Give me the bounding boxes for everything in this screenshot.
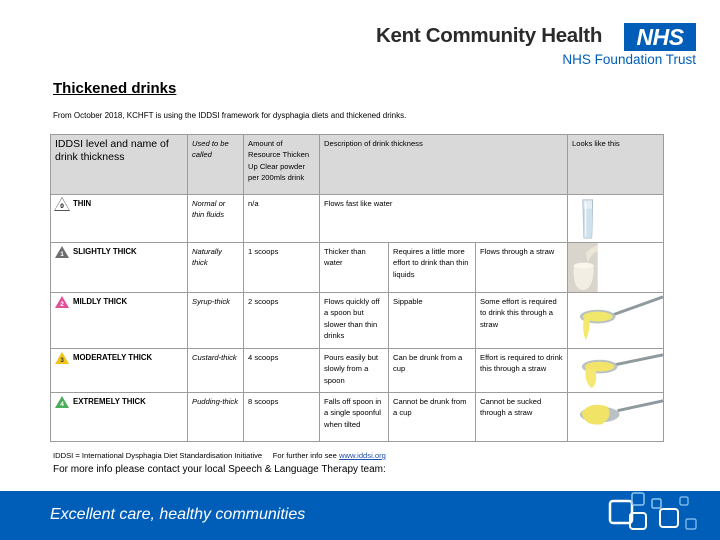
iddsi-definition: IDDSI = International Dysphagia Diet Standardisation Initiative <box>53 451 263 460</box>
amount-cell: 8 scoops <box>244 393 320 442</box>
used-cell: Syrup-thick <box>188 293 244 349</box>
header-looks: Looks like this <box>568 135 664 195</box>
contact-note: For more info please contact your local Speech & Language Therapy team: <box>53 464 386 475</box>
level-cell <box>51 393 188 442</box>
level-name: EXTREMELY THICK <box>73 397 146 407</box>
desc-cell: Falls off spoon in a single spoonful when tilted <box>320 393 389 442</box>
level-4-icon: 4 <box>55 396 69 408</box>
used-cell: Normal or thin fluids <box>188 195 244 243</box>
thickness-table <box>50 134 664 442</box>
desc-cell: Cannot be sucked through a straw <box>476 393 568 442</box>
header-level: IDDSI level and name of drink thickness <box>51 135 188 195</box>
desc-cell: Flows through a straw <box>476 243 568 293</box>
header-used: Used to be called <box>188 135 244 195</box>
amount-cell: n/a <box>244 195 320 243</box>
desc-cell: Can be drunk from a cup <box>389 349 476 393</box>
decorative-squares-icon <box>594 491 704 540</box>
level-cell <box>51 293 188 349</box>
logo-org-name: Kent Community Health <box>376 24 603 47</box>
glass-of-water-image <box>568 195 664 243</box>
desc-cell: Flows fast like water <box>320 195 568 243</box>
desc-cell: Some effort is required to drink this through a straw <box>476 293 568 349</box>
logo-trust-name: NHS Foundation Trust <box>562 52 696 67</box>
nhs-badge: NHS <box>624 23 696 51</box>
used-cell: Naturally thick <box>188 243 244 293</box>
level-name: SLIGHTLY THICK <box>73 247 137 257</box>
iddsi-footnote <box>53 451 386 460</box>
level-name: MODERATELY THICK <box>73 353 153 363</box>
amount-cell: 1 scoops <box>244 243 320 293</box>
level-cell <box>51 349 188 393</box>
header-amount: Amount of Resource Thicken Up Clear powder per 200mls drink <box>244 135 320 195</box>
trust-logo <box>376 22 696 72</box>
level-3-icon: 3 <box>55 352 69 364</box>
level-cell <box>51 195 188 243</box>
spoon-moderately-thick-image <box>568 349 664 393</box>
desc-cell: Thicker than water <box>320 243 389 293</box>
level-2-icon: 2 <box>55 296 69 308</box>
desc-cell: Sippable <box>389 293 476 349</box>
level-name: MILDLY THICK <box>73 297 128 307</box>
spoon-mildly-thick-image <box>568 293 664 349</box>
tagline: Excellent care, healthy communities <box>50 506 306 523</box>
intro-text: From October 2018, KCHFT is using the IDDSI framework for dysphagia diets and thickened drinks. <box>53 111 407 120</box>
table-row <box>51 293 664 349</box>
spoon-extremely-thick-image <box>568 393 664 442</box>
desc-cell: Pours easily but slowly from a spoon <box>320 349 389 393</box>
table-row <box>51 393 664 442</box>
desc-cell: Requires a little more effort to drink than thin liquids <box>389 243 476 293</box>
desc-cell: Flows quickly off a spoon but slower than thin drinks <box>320 293 389 349</box>
header-description: Description of drink thickness <box>320 135 568 195</box>
used-cell: Custard-thick <box>188 349 244 393</box>
table-row <box>51 243 664 293</box>
table-header-row <box>51 135 664 195</box>
amount-cell: 2 scoops <box>244 293 320 349</box>
table-row <box>51 349 664 393</box>
page-title: Thickened drinks <box>53 80 177 97</box>
footer-banner <box>0 491 720 540</box>
desc-cell: Cannot be drunk from a cup <box>389 393 476 442</box>
level-1-icon: 1 <box>55 246 69 258</box>
level-cell <box>51 243 188 293</box>
milk-pouring-image <box>568 243 664 293</box>
table-row <box>51 195 664 243</box>
desc-cell: Effort is required to drink this through a straw <box>476 349 568 393</box>
amount-cell: 4 scoops <box>244 349 320 393</box>
used-cell: Pudding-thick <box>188 393 244 442</box>
level-0-icon: 0 <box>55 198 69 210</box>
further-info-label: For further info see <box>272 451 337 460</box>
iddsi-link[interactable]: www.iddsi.org <box>339 451 386 460</box>
level-name: THIN <box>73 199 92 209</box>
